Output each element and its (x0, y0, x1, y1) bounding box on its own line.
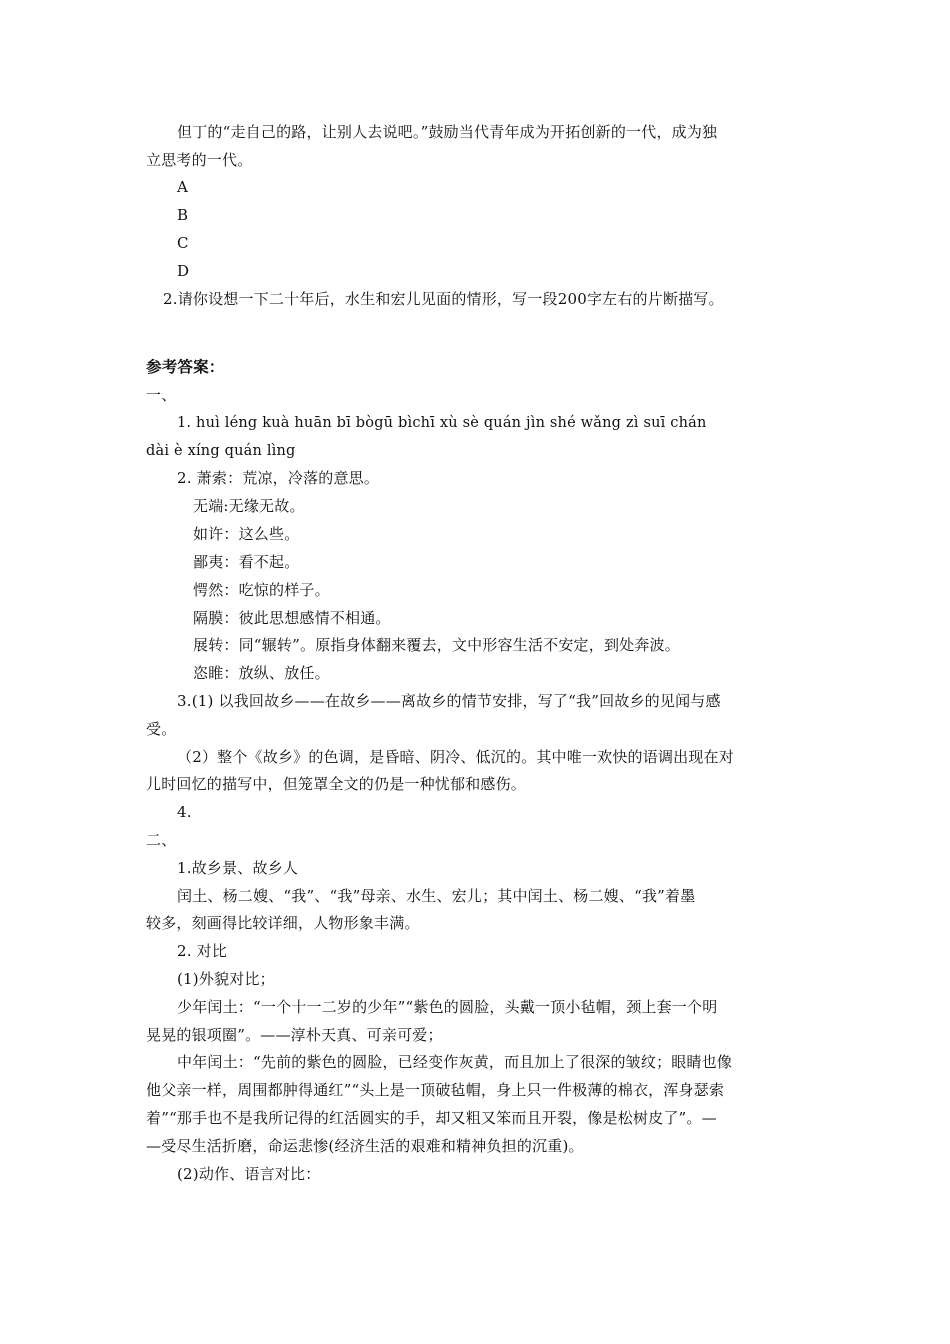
paragraph-line: 他父亲一样，周围都肿得通红”“头上是一顶破毡帽，身上只一件极薄的棉衣，浑身瑟索 (146, 1081, 725, 1099)
answer-s2-q2: 2. 对比 (177, 942, 228, 960)
definition-item: 恣睢：放纵、放任。 (193, 664, 330, 682)
paragraph-line: 着”“那手也不是我所记得的红活圆实的手，却又粗又笨而且开裂，像是松树皮了”。— (146, 1109, 717, 1127)
paragraph-line: 晃晃的银项圈”。——淳朴天真、可亲可爱； (146, 1026, 443, 1044)
paragraph-line: 但丁的“走自己的路，让别人去说吧。”鼓励当代青年成为开拓创新的一代，成为独 (177, 123, 718, 141)
answer-q2-intro: 2. 萧索：荒凉，冷落的意思。 (177, 469, 380, 487)
pinyin-line: 1. huì léng kuà huān bī bògū bìchī xù sè quán jìn shé wǎng zì suī chán (177, 415, 707, 431)
definition-item: 如许：这么些。 (193, 525, 300, 543)
definition-item: 愕然：吃惊的样子。 (193, 581, 330, 599)
answer-s2-q1: 1.故乡景、故乡人 (177, 859, 299, 877)
definition-item: 隔膜：彼此思想感情不相通。 (193, 609, 391, 627)
answer-q3-1: 3.(1) 以我回故乡——在故乡——离故乡的情节安排，写了“我”回故乡的见闻与感 (177, 692, 721, 710)
paragraph-line: 较多，刻画得比较详细，人物形象丰满。 (146, 914, 420, 932)
paragraph-line: 立思考的一代。 (146, 151, 253, 169)
option-a: A (177, 178, 189, 196)
answer-q4: 4. (177, 803, 192, 821)
sub-heading: (2)动作、语言对比： (177, 1165, 321, 1183)
paragraph-line: 中年闰土：“先前的紫色的圆脸，已经变作灰黄，而且加上了很深的皱纹；眼睛也像 (177, 1053, 733, 1071)
paragraph-line: 少年闰土：“一个十一二岁的少年”“紫色的圆脸，头戴一顶小毡帽，颈上套一个明 (177, 998, 718, 1016)
answer-q3-1: 受。 (146, 720, 177, 738)
pinyin-line: dài è xíng quán lìng (146, 443, 296, 459)
definition-item: 展转：同“辗转”。原指身体翻来覆去，文中形容生活不安定，到处奔波。 (193, 636, 680, 654)
answer-q3-2: （2）整个《故乡》的色调，是昏暗、阴冷、低沉的。其中唯一欢快的语调出现在对 (177, 748, 734, 766)
option-c: C (177, 234, 189, 252)
paragraph-line: 闰土、杨二嫂、“我”、“我”母亲、水生、宏儿；其中闰土、杨二嫂、“我”着墨 (177, 887, 696, 905)
option-d: D (177, 262, 190, 280)
section-heading: 一、 (146, 386, 177, 404)
sub-heading: (1)外貌对比； (177, 970, 275, 988)
answer-q3-2: 儿时回忆的描写中，但笼罩全文的仍是一种忧郁和感伤。 (146, 775, 527, 793)
definition-item: 鄙夷：看不起。 (193, 553, 300, 571)
option-b: B (177, 206, 189, 224)
paragraph-line: —受尽生活折磨，命运悲惨(经济生活的艰难和精神负担的沉重)。 (146, 1137, 584, 1155)
section-heading: 二、 (146, 831, 177, 849)
answers-heading: 参考答案： (146, 357, 225, 376)
definition-item: 无端:无缘无故。 (193, 497, 305, 515)
question-2: 2.请你设想一下二十年后，水生和宏儿见面的情形，写一段200字左右的片断描写。 (163, 290, 724, 308)
